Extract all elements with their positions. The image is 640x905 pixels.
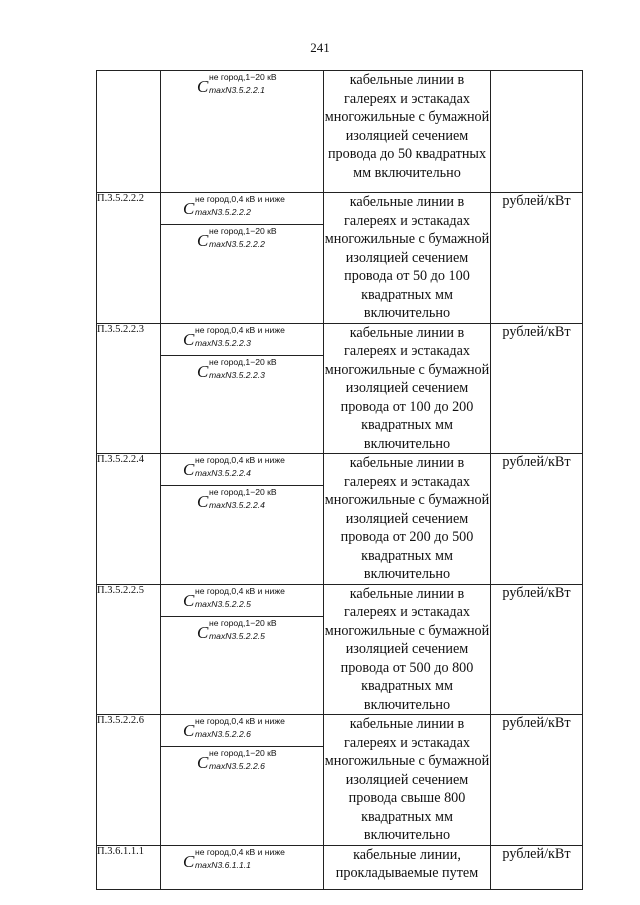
formula-subscript: maxN3.5.2.2.4: [195, 468, 251, 478]
table-row: [97, 454, 583, 585]
tariff-formula: [161, 355, 323, 387]
row-unit: рублей/кВт: [491, 454, 583, 585]
formula-cell: [161, 715, 324, 846]
formula-superscript: не город,1−20 кВ: [209, 356, 277, 367]
row-description: кабельные линии в галереях и эстакадах многожильные с бумажной изоляцией сечением провода от 50 до 100 квадратных мм включительно: [324, 194, 490, 321]
formula-cell: [161, 323, 324, 454]
formula-superscript: не город,0,4 кВ и ниже: [195, 455, 285, 465]
tariff-formula: [161, 454, 323, 485]
row-code: П.3.5.2.2.3: [97, 323, 161, 454]
row-code: П.3.5.2.2.6: [97, 715, 161, 846]
formula-symbol: C: [183, 460, 195, 479]
formula-symbol: C: [197, 753, 209, 772]
formula-superscript: не город,0,4 кВ и ниже: [195, 194, 285, 204]
tariff-formula: [161, 224, 323, 256]
formula-subscript: maxN3.5.2.2.3: [195, 337, 251, 348]
formula-superscript: не город,0,4 кВ и ниже: [195, 716, 285, 726]
tariff-formula: [161, 71, 323, 102]
formula-superscript: не город,1−20 кВ: [209, 72, 277, 82]
formula-subscript: maxN3.6.1.1.1: [195, 859, 251, 870]
row-description: кабельные линии в галереях и эстакадах многожильные с бумажной изоляцией сечением провода до 50 квадратных мм включительно: [324, 71, 491, 193]
row-code: П.3.5.2.2.4: [97, 454, 161, 585]
formula-symbol: C: [197, 77, 209, 96]
formula-superscript: не город,1−20 кВ: [209, 226, 277, 236]
formula-superscript: не город,0,4 кВ и ниже: [195, 585, 285, 596]
row-unit: рублей/кВт: [491, 193, 583, 324]
formula-symbol: C: [183, 590, 195, 610]
formula-subscript: maxN3.5.2.2.2: [195, 207, 251, 217]
table-row: [97, 71, 583, 193]
formula-subscript: maxN3.5.2.2.4: [209, 500, 265, 510]
row-unit: рублей/кВт: [491, 715, 583, 846]
tariff-formula: [161, 616, 323, 648]
page-number: 241: [310, 40, 330, 55]
formula-cell: [161, 71, 324, 193]
formula-superscript: не город,1−20 кВ: [209, 617, 277, 628]
formula-subscript: maxN3.5.2.2.3: [209, 369, 265, 380]
table-row: [97, 845, 583, 889]
row-code: П.3.5.2.2.2: [97, 193, 161, 324]
tariff-formula: [161, 324, 323, 355]
row-description: кабельные линии в галереях и эстакадах многожильные с бумажной изоляцией сечением провода от 500 до 800 квадратных мм включительно: [324, 585, 490, 713]
row-code: П.3.5.2.2.5: [97, 584, 161, 715]
formula-subscript: maxN3.5.2.2.6: [195, 729, 251, 739]
formula-cell: [161, 454, 324, 585]
formula-cell: [161, 193, 324, 324]
table-row: [97, 193, 583, 324]
formula-subscript: maxN3.5.2.2.5: [195, 598, 251, 609]
formula-subscript: maxN3.5.2.2.2: [209, 239, 265, 249]
table-row: [97, 323, 583, 454]
table-row: [97, 715, 583, 846]
row-code: [97, 71, 161, 193]
formula-symbol: C: [197, 622, 209, 642]
row-description: кабельные линии, прокладываемые путем: [324, 845, 491, 889]
row-unit: рублей/кВт: [491, 584, 583, 715]
formula-cell: [161, 845, 324, 889]
formula-superscript: не город,0,4 кВ и ниже: [195, 846, 285, 857]
formula-subscript: maxN3.5.2.2.6: [209, 761, 265, 771]
row-unit: рублей/кВт: [491, 845, 583, 889]
tariff-table: [96, 70, 583, 890]
formula-symbol: C: [183, 721, 195, 740]
row-unit: рублей/кВт: [491, 323, 583, 454]
table-row: [97, 584, 583, 715]
tariff-formula: [161, 193, 323, 224]
row-description: кабельные линии в галереях и эстакадах многожильные с бумажной изоляцией сечением провода от 200 до 500 квадратных мм включительно: [324, 455, 490, 582]
tariff-formula: [161, 485, 323, 517]
formula-symbol: C: [197, 231, 209, 250]
formula-superscript: не город,1−20 кВ: [209, 487, 277, 497]
formula-symbol: C: [183, 199, 195, 218]
formula-cell: [161, 584, 324, 715]
tariff-formula: [161, 846, 323, 877]
row-description: кабельные линии в галереях и эстакадах многожильные с бумажной изоляцией сечением провода от 100 до 200 квадратных мм включительно: [324, 324, 490, 452]
formula-superscript: не город,0,4 кВ и ниже: [195, 324, 285, 335]
tariff-formula: [161, 715, 323, 746]
formula-symbol: C: [197, 361, 209, 381]
row-unit: [491, 71, 583, 193]
formula-superscript: не город,1−20 кВ: [209, 748, 277, 758]
formula-subscript: maxN3.5.2.2.5: [209, 630, 265, 641]
formula-symbol: C: [183, 851, 195, 871]
row-description: кабельные линии в галереях и эстакадах многожильные с бумажной изоляцией сечением провода свыше 800 квадратных мм включительно: [324, 716, 490, 843]
formula-symbol: C: [197, 492, 209, 511]
row-code: П.3.6.1.1.1: [97, 845, 161, 889]
tariff-formula: [161, 746, 323, 778]
tariff-formula: [161, 585, 323, 616]
formula-symbol: C: [183, 329, 195, 349]
formula-subscript: maxN3.5.2.2.1: [209, 85, 265, 95]
